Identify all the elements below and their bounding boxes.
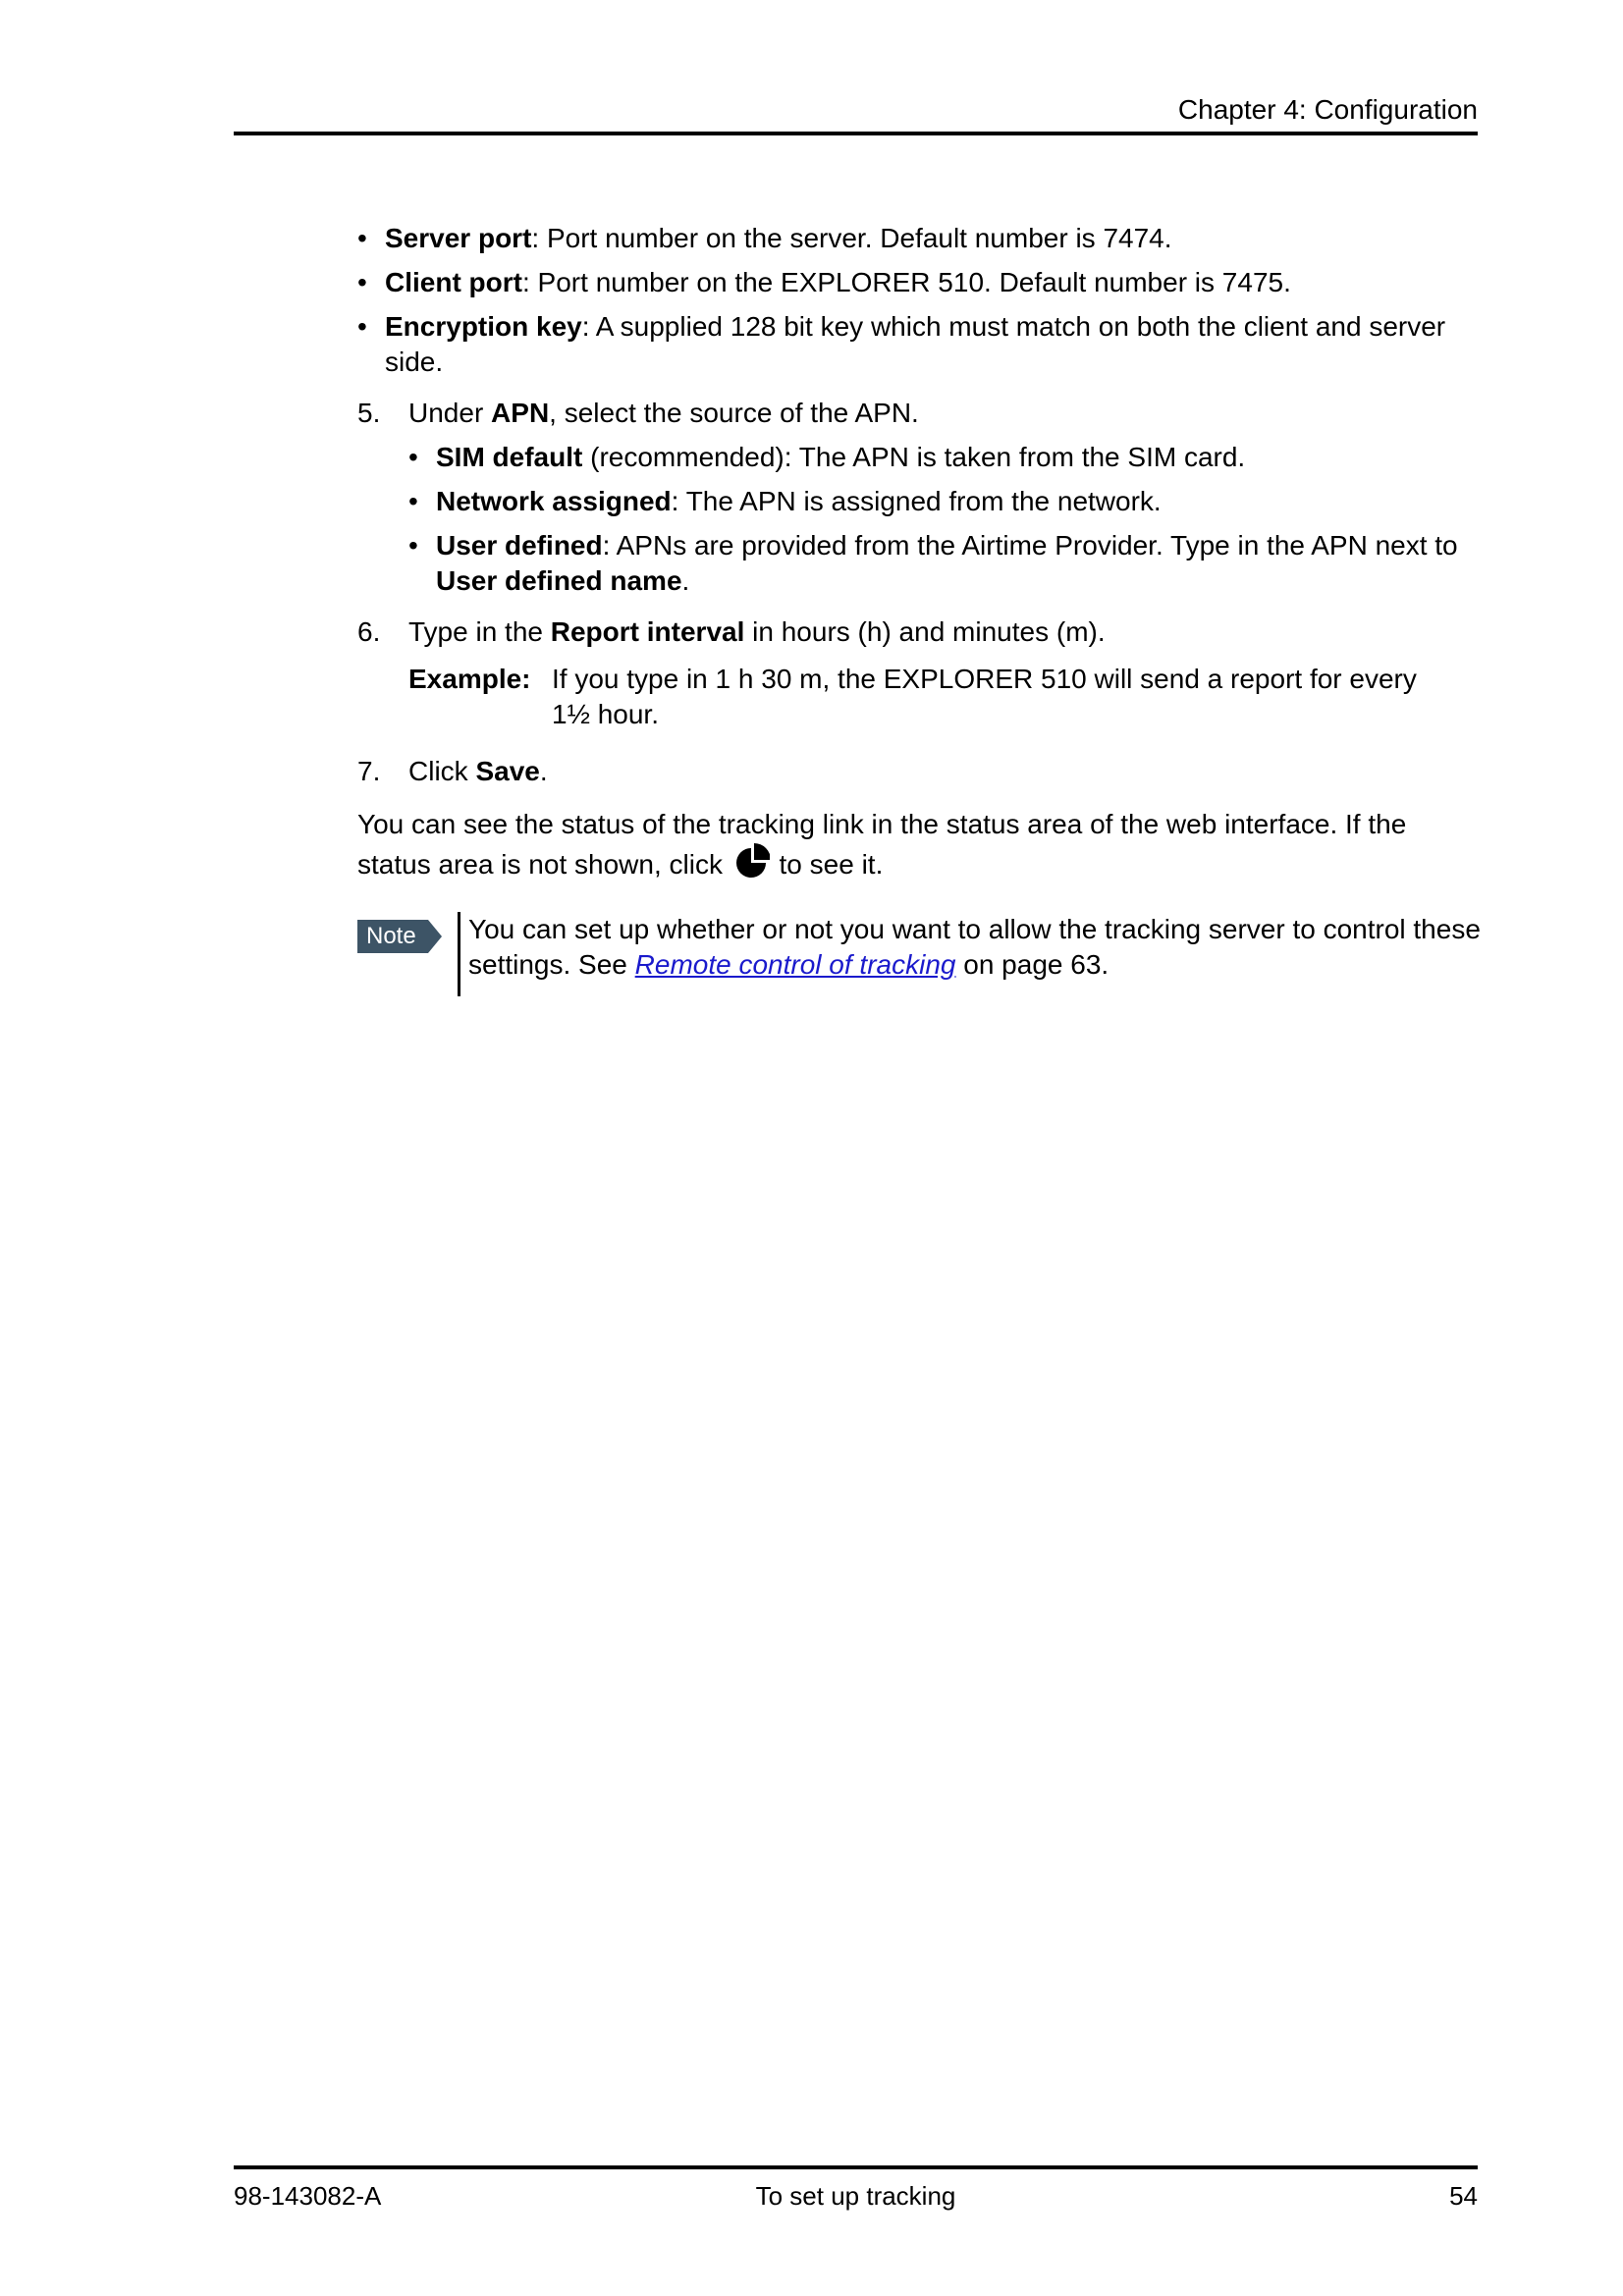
list-item: • SIM default (recommended): The APN is taken from the SIM card. [357,440,1482,475]
status-paragraph: You can see the status of the tracking link in the status area of the web interface. If the status area is not shown, click to see it. [357,809,1407,880]
page-number: 54 [1449,2181,1478,2211]
example-label: Example: [408,664,531,694]
remote-control-link[interactable]: Remote control of tracking [634,949,956,980]
note-divider [458,912,460,996]
step-number: 5. [357,398,381,428]
doc-number: 98-143082-A [234,2181,382,2211]
note-block [357,912,1482,996]
example-block [357,662,1482,732]
step-5: 5. Under APN, select the source of the APN. [357,396,1482,431]
page-footer [234,2165,1478,2218]
footer-section: To set up tracking [755,2181,956,2211]
list-item: • Client port: Port number on the EXPLORER 510. Default number is 7475. [306,265,1482,300]
note-badge [357,920,444,953]
status-pie-icon[interactable] [732,842,770,880]
note-text: You can set up whether or not you want to allow the tracking server to control these settings. See Remote control of tracking on page 63. [468,914,1481,980]
example-text: If you type in 1 h 30 m, the EXPLORER 510 will send a report for every 1½ hour. [552,664,1417,729]
list-item: • Encryption key: A supplied 128 bit key which must match on both the client and server side. [306,309,1482,380]
step-7: 7. Click Save. [357,754,1482,789]
page-content [357,221,1482,996]
step-number: 7. [357,756,381,786]
apn-options-list [357,440,1482,599]
note-label: Note [366,923,416,949]
step-number: 6. [357,616,381,647]
list-item: • User defined: APNs are provided from the Airtime Provider. Type in the APN next to User defined name. [357,528,1482,599]
chapter-title: Chapter 4: Configuration [1177,94,1478,125]
page-header [234,88,1478,135]
step-6: 6. Type in the Report interval in hours (h) and minutes (m). [357,614,1482,650]
list-item: • Network assigned: The APN is assigned from the network. [357,484,1482,519]
list-item: • Server port: Port number on the server. Default number is 7474. [306,221,1482,256]
tracking-settings-list [306,221,1482,380]
